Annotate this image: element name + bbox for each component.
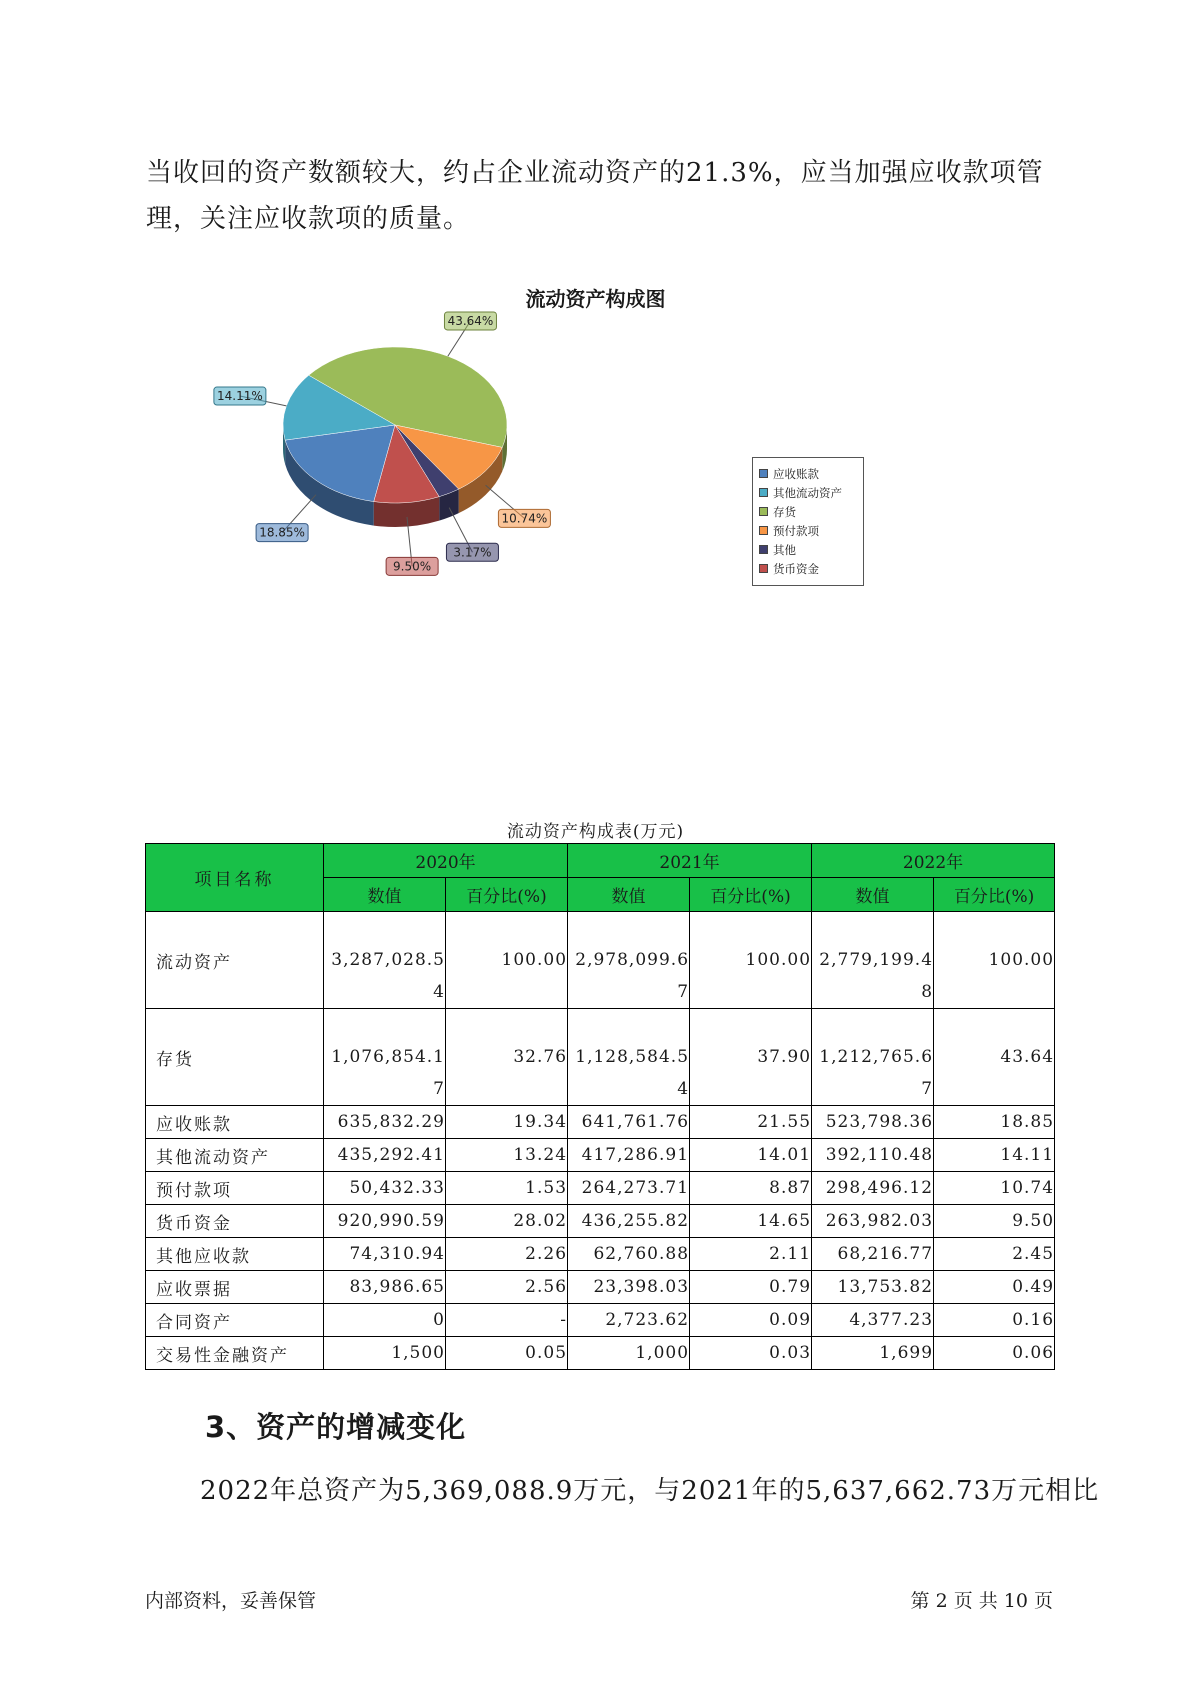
cell-percent: 14.01: [690, 1139, 812, 1172]
header-value: 数值: [568, 878, 690, 912]
cell-percent: 2.45: [934, 1238, 1055, 1271]
header-pct: 百分比(%): [934, 878, 1055, 912]
table-row: [146, 1271, 1055, 1304]
legend-item: [759, 521, 857, 540]
cell-percent: 14.65: [690, 1205, 812, 1238]
cell-value: 0: [324, 1304, 446, 1337]
legend-label: 其他: [773, 542, 796, 557]
row-label: 其他应收款: [146, 1238, 324, 1271]
cell-percent: 21.55: [690, 1106, 812, 1139]
table-row: [146, 1238, 1055, 1271]
cell-value: 264,273.71: [568, 1172, 690, 1205]
row-label: 交易性金融资产: [146, 1337, 324, 1370]
cell-value: 50,432.33: [324, 1172, 446, 1205]
pie-data-label: 18.85%: [259, 525, 305, 540]
header-year-2021: 2021年: [568, 844, 812, 878]
cell-percent: 10.74: [934, 1172, 1055, 1205]
cell-value: 436,255.82: [568, 1205, 690, 1238]
legend-swatch: [759, 488, 768, 497]
pie-data-label: 3.17%: [453, 545, 492, 560]
chart-legend: [752, 457, 864, 586]
current-assets-table: [145, 843, 1055, 1370]
header-pct: 百分比(%): [690, 878, 812, 912]
cell-percent: 0.09: [690, 1304, 812, 1337]
cell-percent: 9.50: [934, 1205, 1055, 1238]
cell-value: 523,798.36: [812, 1106, 934, 1139]
pie-data-label: 14.11%: [217, 389, 263, 404]
cell-value: 74,310.94: [324, 1238, 446, 1271]
footer-page-number: 第 2 页 共 10 页: [910, 1590, 1053, 1612]
header-value: 数值: [324, 878, 446, 912]
pie-chart: [205, 313, 625, 595]
cell-value: 1,212,765.67: [812, 1009, 934, 1106]
table-row: [146, 1337, 1055, 1370]
cell-percent: 0.05: [446, 1337, 568, 1370]
table-row: [146, 1106, 1055, 1139]
row-label: 预付款项: [146, 1172, 324, 1205]
cell-value: 23,398.03: [568, 1271, 690, 1304]
table-row: [146, 1009, 1055, 1106]
legend-item: [759, 483, 857, 502]
cell-value: 3,287,028.54: [324, 912, 446, 1009]
cell-percent: 0.03: [690, 1337, 812, 1370]
cell-percent: 13.24: [446, 1139, 568, 1172]
footer-confidential: 内部资料，妥善保管: [145, 1590, 317, 1612]
cell-value: 13,753.82: [812, 1271, 934, 1304]
cell-percent: 100.00: [690, 912, 812, 1009]
cell-percent: 100.00: [934, 912, 1055, 1009]
legend-label: 预付款项: [773, 523, 819, 538]
table-row: [146, 912, 1055, 1009]
table-caption: 流动资产构成表(万元): [506, 822, 685, 842]
cell-value: 4,377.23: [812, 1304, 934, 1337]
legend-item: [759, 464, 857, 483]
cell-value: 2,779,199.48: [812, 912, 934, 1009]
pie-data-label: 10.74%: [501, 511, 548, 526]
row-label: 应收票据: [146, 1271, 324, 1304]
table-row: [146, 1304, 1055, 1337]
header-value: 数值: [812, 878, 934, 912]
cell-percent: 100.00: [446, 912, 568, 1009]
cell-percent: 2.11: [690, 1238, 812, 1271]
cell-value: 417,286.91: [568, 1139, 690, 1172]
intro-paragraph: [146, 150, 1056, 242]
cell-value: 2,978,099.67: [568, 912, 690, 1009]
cell-percent: 1.53: [446, 1172, 568, 1205]
row-label: 其他流动资产: [146, 1139, 324, 1172]
row-label: 合同资产: [146, 1304, 324, 1337]
cell-value: 1,699: [812, 1337, 934, 1370]
legend-label: 其他流动资产: [773, 485, 842, 500]
cell-percent: 28.02: [446, 1205, 568, 1238]
row-label: 存货: [146, 1009, 324, 1106]
cell-percent: 2.26: [446, 1238, 568, 1271]
pie-data-label: 9.50%: [393, 559, 432, 574]
row-label: 流动资产: [146, 912, 324, 1009]
cell-value: 1,128,584.54: [568, 1009, 690, 1106]
legend-swatch: [759, 526, 768, 535]
cell-percent: 37.90: [690, 1009, 812, 1106]
cell-percent: 43.64: [934, 1009, 1055, 1106]
cell-value: 641,761.76: [568, 1106, 690, 1139]
cell-percent: 18.85: [934, 1106, 1055, 1139]
cell-percent: 0.49: [934, 1271, 1055, 1304]
legend-label: 存货: [773, 504, 796, 519]
cell-percent: 19.34: [446, 1106, 568, 1139]
intro-line-1: 当收回的资产数额较大，约占企业流动资产的21.3%，应当加强应收款项管: [146, 158, 1044, 188]
cell-value: 263,982.03: [812, 1205, 934, 1238]
cell-percent: -: [446, 1304, 568, 1337]
row-label: 应收账款: [146, 1106, 324, 1139]
legend-label: 应收账款: [773, 466, 819, 481]
table-row: [146, 1139, 1055, 1172]
row-label: 货币资金: [146, 1205, 324, 1238]
cell-value: 1,500: [324, 1337, 446, 1370]
legend-swatch: [759, 507, 768, 516]
header-item-name: 项目名称: [146, 844, 324, 912]
section-paragraph: 2022年总资产为5,369,088.9万元，与2021年的5,637,662.73万元相比: [200, 1476, 1100, 1506]
cell-value: 1,076,854.17: [324, 1009, 446, 1106]
cell-percent: 0.79: [690, 1271, 812, 1304]
legend-swatch: [759, 469, 768, 478]
section-heading: 3、资产的增减变化: [205, 1410, 467, 1444]
header-pct: 百分比(%): [446, 878, 568, 912]
chart-title: 流动资产构成图: [525, 287, 666, 311]
cell-value: 298,496.12: [812, 1172, 934, 1205]
cell-value: 635,832.29: [324, 1106, 446, 1139]
legend-swatch: [759, 564, 768, 573]
cell-percent: 2.56: [446, 1271, 568, 1304]
legend-label: 货币资金: [773, 561, 819, 576]
table-row: [146, 1172, 1055, 1205]
cell-value: 1,000: [568, 1337, 690, 1370]
cell-percent: 32.76: [446, 1009, 568, 1106]
legend-item: [759, 540, 857, 559]
header-year-2020: 2020年: [324, 844, 568, 878]
legend-item: [759, 559, 857, 578]
legend-swatch: [759, 545, 768, 554]
intro-line-2: 理，关注应收款项的质量。: [146, 204, 471, 234]
cell-value: 2,723.62: [568, 1304, 690, 1337]
table-row: [146, 1205, 1055, 1238]
cell-value: 68,216.77: [812, 1238, 934, 1271]
cell-value: 62,760.88: [568, 1238, 690, 1271]
cell-percent: 0.16: [934, 1304, 1055, 1337]
legend-item: [759, 502, 857, 521]
cell-percent: 14.11: [934, 1139, 1055, 1172]
pie-data-label: 43.64%: [447, 313, 494, 328]
cell-percent: 0.06: [934, 1337, 1055, 1370]
cell-value: 392,110.48: [812, 1139, 934, 1172]
header-year-2022: 2022年: [812, 844, 1055, 878]
cell-value: 435,292.41: [324, 1139, 446, 1172]
cell-value: 83,986.65: [324, 1271, 446, 1304]
cell-percent: 8.87: [690, 1172, 812, 1205]
cell-value: 920,990.59: [324, 1205, 446, 1238]
